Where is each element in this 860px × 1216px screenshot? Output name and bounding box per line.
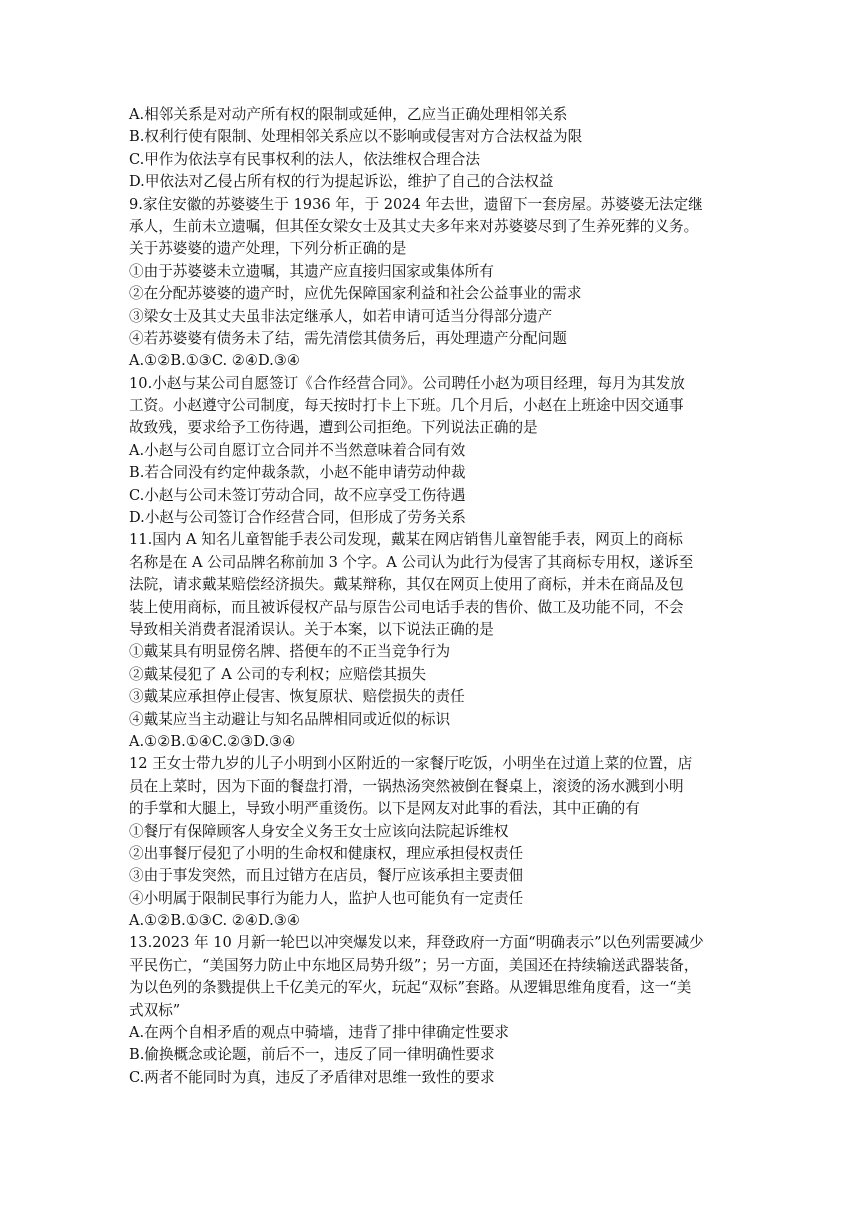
question-stem-line: 12 王女士带九岁的儿子小明到小区附近的一家餐厅吃饭，小明坐在过道上菜的位置，店 xyxy=(129,755,693,773)
question-11 xyxy=(129,529,735,753)
option-c: C.甲作为依法享有民事权利的法人，依法维权合理合法 xyxy=(129,150,480,168)
statement-item: ①餐厅有保障顾客人身安全义务王女士应该向法院起诉维权 xyxy=(129,822,509,840)
option-a: A.在两个自相矛盾的观点中骑墙，违背了排中律确定性要求 xyxy=(129,1024,510,1042)
question-stem-line: 关于苏婆婆的遗产处理，下列分析正确的是 xyxy=(129,240,407,258)
answer-options: A.①②B.①④C.②③D.③④ xyxy=(129,732,296,750)
question-9 xyxy=(129,194,735,373)
statement-item: ①由于苏婆婆未立遗嘱，其遗产应直接归国家或集体所有 xyxy=(129,262,494,280)
option-d: D.小赵与公司签订合作经营合同，但形成了劳务关系 xyxy=(129,509,466,527)
question-stem-line: 法院，请求戴某赔偿经济损失。戴某辩称，其仅在网页上使用了商标，并未在商品及包 xyxy=(129,576,684,594)
question-stem-line: 式双标” xyxy=(129,1001,181,1019)
option-c: C.两者不能同时为真，违反了矛盾律对思维一致性的要求 xyxy=(129,1068,495,1086)
question-stem-line: 装上使用商标，而且被诉侵权产品与原告公司电话手表的售价、做工及功能不同，不会 xyxy=(129,598,684,616)
question-stem-line: 导致相关消费者混淆误认。关于本案，以下说法正确的是 xyxy=(129,620,494,638)
question-stem-line: 员在上菜时，因为下面的餐盘打滑，一锅热汤突然被倒在餐桌上，滚烫的汤水溅到小明 xyxy=(129,777,684,795)
statement-item: ④小明属于限制民事行为能力人，监护人也可能负有一定责任 xyxy=(129,889,524,907)
statement-item: ②戴某侵犯了 A 公司的专利权；应赔偿其损失 xyxy=(129,665,427,683)
question-stem-line: 11.国内 A 知名儿童智能手表公司发现，戴某在网店销售儿童智能手表，网页上的商标 xyxy=(129,531,683,549)
question-8-tail xyxy=(129,104,735,194)
option-a: A.小赵与公司自愿订立合同并不当然意味着合同有效 xyxy=(129,441,466,459)
question-stem-line: 的手掌和大腿上，导致小明严重烫伤。以下是网友对此事的看法，其中正确的有 xyxy=(129,800,640,818)
question-stem-line: 13.2023 年 10 月新一轮巴以冲突爆发以来，拜登政府一方面“明确表示”以色列需要减少 xyxy=(129,934,704,952)
statement-item: ④若苏婆婆有债务未了结，需先清偿其债务后，再处理遗产分配问题 xyxy=(129,329,567,347)
answer-options: A.①②B.①③C. ②④D.③④ xyxy=(129,352,300,370)
question-stem-line: 平民伤亡，“美国努力防止中东地区局势升级”；另一方面，美国还在持续输送武器装备， xyxy=(129,956,699,974)
option-b: B.若合同没有约定仲裁条款，小赵不能申请劳动仲裁 xyxy=(129,464,466,482)
statement-item: ①戴某具有明显傍名牌、搭便车的不正当竞争行为 xyxy=(129,643,451,661)
question-10 xyxy=(129,373,735,530)
question-stem-line: 故致残，要求给予工伤待遇，遭到公司拒绝。下列说法正确的是 xyxy=(129,419,538,437)
option-b: B.权利行使有限制、处理相邻关系应以不影响或侵害对方合法权益为限 xyxy=(129,128,583,146)
statement-item: ④戴某应当主动避让与知名品牌相同或近似的标识 xyxy=(129,710,451,728)
option-a: A.相邻关系是对动产所有权的限制或延伸，乙应当正确处理相邻关系 xyxy=(129,106,568,123)
option-d: D.甲依法对乙侵占所有权的行为提起诉讼，维护了自己的合法权益 xyxy=(129,173,554,191)
document-page xyxy=(129,104,735,1089)
statement-item: ②出事餐厅侵犯了小明的生命权和健康权，理应承担侵权责任 xyxy=(129,844,524,862)
statement-item: ②在分配苏婆婆的遗产时，应优先保障国家利益和社会公益事业的需求 xyxy=(129,285,582,303)
question-12 xyxy=(129,753,735,932)
question-stem-line: 名称是在 A 公司品牌名称前加 3 个字。A 公司认为此行为侵害了其商标专用权，遂诉至 xyxy=(129,553,694,571)
question-stem-line: 为以色列的条戮提供上千亿美元的军火，玩起“双标”套路。从逻辑思维角度看，这一“美 xyxy=(129,979,692,997)
statement-item: ③戴某应承担停止侵害、恢复原状、赔偿损失的责任 xyxy=(129,688,465,706)
question-13 xyxy=(129,932,735,1089)
option-b: B.偷换概念或论题，前后不一，违反了同一律明确性要求 xyxy=(129,1046,495,1064)
statement-item: ③由于事发突然，而且过错方在店员，餐厅应该承担主要责佃 xyxy=(129,867,524,885)
question-stem-line: 10.小赵与某公司自愿签订《合作经营合同》。公司聘任小赵为项目经理，每月为其发放 xyxy=(129,374,685,392)
statement-item: ③梁女士及其丈夫虽非法定继承人，如若申请可适当分得部分遗产 xyxy=(129,307,553,325)
answer-options: A.①②B.①③C. ②④D.③④ xyxy=(129,912,300,930)
question-stem-line: 工资。小赵遵守公司制度，每天按时打卡上下班。几个月后，小赵在上班途中因交通事 xyxy=(129,397,684,415)
question-stem-line: 9.家住安徽的苏婆婆生于 1936 年，于 2024 年去世，遗留下一套房屋。苏婆婆无法定继 xyxy=(129,195,703,213)
question-stem-line: 承人，生前未立遗嘱，但其侄女梁女士及其丈夫多年来对苏婆婆尽到了生养死葬的义务。 xyxy=(129,217,699,235)
option-c: C.小赵与公司未签订劳动合同，故不应享受工伤待遇 xyxy=(129,486,466,504)
